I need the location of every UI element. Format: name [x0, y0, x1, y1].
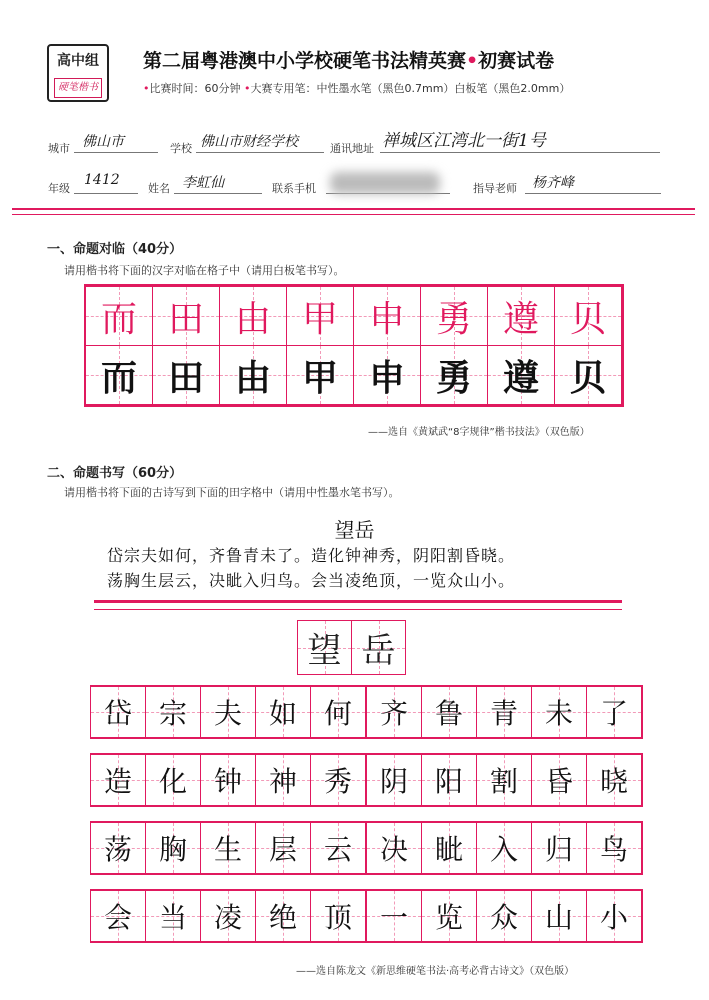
answer-char-cell-char: 了 — [599, 697, 628, 730]
poem-line-1: 岱宗夫如何，齐鲁青未了。造化钟神秀，阴阳割昏晓。 — [107, 546, 516, 565]
name-value: 李虹仙 — [182, 175, 224, 191]
answer-char-cell-char: 一 — [379, 901, 408, 934]
section2-instruction: 请用楷书将下面的古诗写到下面的田字格中（请用中性墨水笔书写）。 — [64, 486, 400, 499]
answer-char-cell-char: 晓 — [599, 765, 628, 798]
answer-char-cell-char: 化 — [158, 765, 187, 798]
answer-char-cell — [421, 754, 477, 806]
phone-label: 联系手机 — [272, 182, 316, 195]
model-char-cell — [353, 286, 421, 346]
answer-char-cell — [531, 822, 587, 874]
answer-char-cell-char: 荡 — [103, 833, 132, 866]
section1-citation: ——选自《黄斌武“8字规律”楷书技法》（双色版） — [368, 427, 590, 438]
model-char-cell-char: 申 — [368, 298, 405, 340]
answer-char-cell-char: 青 — [489, 697, 518, 730]
answer-char-cell-char: 岱 — [103, 697, 132, 730]
written-char-cell-char: 田 — [167, 356, 204, 399]
city-label: 城市 — [48, 142, 70, 155]
poem-title: 望岳 — [334, 518, 375, 542]
answer-char-cell — [586, 890, 642, 942]
answer-char-cell-char: 众 — [489, 901, 518, 934]
section1-instruction: 请用楷书将下面的汉字对临在格子中（请用白板笔书写）。 — [64, 264, 345, 277]
page-title — [143, 46, 554, 73]
answer-char-cell-char: 夫 — [213, 697, 242, 730]
answer-row[interactable] — [366, 821, 643, 875]
answer-char-cell-char: 览 — [434, 901, 463, 934]
answer-char-cell-char: 云 — [323, 833, 352, 866]
answer-char-cell-char: 秀 — [323, 765, 352, 798]
answer-row[interactable] — [366, 753, 643, 807]
school-value: 佛山市财经学校 — [200, 134, 298, 150]
model-char-cell — [219, 286, 287, 346]
written-char-cell — [420, 345, 488, 405]
section2-citation: ——选自陈龙文《新思维硬笔书法·高考必背古诗文》（双色版） — [296, 966, 575, 977]
answer-char-cell-char: 造 — [103, 765, 132, 798]
answer-char-cell-char: 会 — [103, 901, 132, 934]
answer-char-cell-char: 阳 — [434, 765, 463, 798]
model-char-cell-char: 田 — [167, 298, 204, 340]
answer-char-cell — [421, 890, 477, 942]
answer-char-cell — [255, 754, 311, 806]
answer-char-cell — [310, 890, 366, 942]
answer-char-cell — [310, 822, 366, 874]
model-char-cell — [152, 286, 220, 346]
written-char-cell-char: 勇 — [435, 356, 472, 399]
answer-char-cell — [90, 754, 146, 806]
answer-char-cell-char: 宗 — [158, 697, 187, 730]
answer-char-cell — [200, 686, 256, 738]
model-row — [86, 286, 622, 346]
answer-char-cell-char: 神 — [268, 765, 297, 798]
phone-redacted — [330, 172, 440, 194]
answer-char-cell-char: 未 — [544, 697, 573, 730]
grade-label: 年级 — [48, 182, 70, 195]
answer-char-cell — [90, 686, 146, 738]
title-dot: • — [466, 50, 479, 72]
model-char-cell-char: 遵 — [502, 298, 539, 340]
model-char-cell — [554, 286, 622, 346]
answer-row[interactable] — [90, 685, 367, 739]
category-badge — [47, 44, 109, 102]
address-label: 通讯地址 — [330, 142, 374, 155]
answer-char-cell — [476, 890, 532, 942]
model-char-cell-char: 由 — [234, 298, 271, 340]
answer-char-cell-char: 鲁 — [434, 697, 463, 730]
badge-top-text: 高中组 — [57, 53, 99, 69]
copy-grid — [84, 284, 624, 407]
model-char-cell-char: 而 — [100, 298, 137, 340]
answer-char-cell-char: 决 — [379, 833, 408, 866]
answer-row[interactable] — [90, 753, 367, 807]
written-char-cell-char: 而 — [100, 356, 137, 399]
answer-char-cell — [200, 754, 256, 806]
answer-char-cell-char: 生 — [213, 833, 242, 866]
answer-char-cell-char: 鸟 — [599, 833, 628, 866]
answer-char-cell — [586, 686, 642, 738]
answer-char-cell — [145, 686, 201, 738]
answer-char-cell — [531, 754, 587, 806]
answer-area-rule — [94, 600, 622, 610]
bullet-icon: • — [143, 82, 150, 95]
answer-char-cell — [531, 890, 587, 942]
answer-row[interactable] — [366, 685, 643, 739]
model-char-cell-char: 贝 — [569, 298, 606, 340]
teacher-value: 杨齐峰 — [532, 175, 574, 191]
answer-char-cell-char: 山 — [544, 901, 573, 934]
answer-char-cell — [255, 686, 311, 738]
answer-char-cell-char: 小 — [599, 901, 628, 934]
answer-char-cell — [421, 822, 477, 874]
answer-char-cell-char: 绝 — [268, 901, 297, 934]
section2-heading: 二、命题书写（60分） — [47, 466, 183, 481]
written-char-cell-char: 贝 — [569, 356, 606, 399]
section1-heading: 一、命题对临（40分） — [47, 242, 183, 257]
answer-title-grid[interactable] — [298, 620, 406, 675]
answer-char-cell — [366, 822, 422, 874]
answer-char-cell — [586, 822, 642, 874]
city-value: 佛山市 — [82, 134, 124, 150]
model-char-cell — [286, 286, 354, 346]
answer-row[interactable] — [90, 821, 367, 875]
answer-char-cell — [145, 822, 201, 874]
answer-char-cell-char: 阴 — [379, 765, 408, 798]
answer-char-cell — [476, 822, 532, 874]
badge-bottom-stamp: 硬笔楷书 — [54, 78, 102, 98]
written-char-cell — [487, 345, 555, 405]
answer-char-cell — [200, 890, 256, 942]
answer-row[interactable] — [90, 889, 367, 943]
model-char-cell-char: 勇 — [435, 298, 472, 340]
model-char-cell — [85, 286, 153, 346]
answer-char-cell — [255, 822, 311, 874]
answer-char-cell-char: 昏 — [544, 765, 573, 798]
title-char-cell — [351, 620, 406, 675]
exam-pen: 大赛专用笔：中性墨水笔（黑色0.7mm）白板笔（黑色2.0mm） — [250, 82, 571, 95]
answer-char-cell — [366, 686, 422, 738]
answer-char-cell — [255, 890, 311, 942]
answer-char-cell-char: 入 — [489, 833, 518, 866]
answer-char-cell — [366, 890, 422, 942]
school-label: 学校 — [170, 142, 192, 155]
bullet-icon: • — [244, 82, 251, 95]
answer-char-cell-char: 割 — [489, 765, 518, 798]
exam-info — [143, 80, 570, 96]
address-value: 禅城区江湾北一街1号 — [382, 131, 546, 151]
written-char-cell — [554, 345, 622, 405]
written-char-cell-char: 遵 — [502, 356, 539, 399]
model-char-cell — [487, 286, 555, 346]
title-char-cell-char: 望 — [307, 631, 342, 671]
written-char-cell — [85, 345, 153, 405]
written-char-cell-char: 由 — [234, 356, 271, 399]
written-char-cell — [353, 345, 421, 405]
answer-char-cell — [200, 822, 256, 874]
written-char-cell — [286, 345, 354, 405]
answer-char-cell — [90, 822, 146, 874]
answer-char-cell-char: 齐 — [379, 697, 408, 730]
answer-char-cell — [145, 754, 201, 806]
answer-char-cell-char: 何 — [323, 697, 352, 730]
title-main: 第二届粤港澳中小学校硬笔书法精英赛 — [143, 50, 467, 72]
answer-row[interactable] — [366, 889, 643, 943]
answer-char-cell-char: 顶 — [323, 901, 352, 934]
poem-line-2: 荡胸生层云，决眦入归鸟。会当凌绝顶，一览众山小。 — [107, 571, 516, 590]
divider-top-thin — [12, 214, 695, 215]
title-char-cell-char: 岳 — [361, 631, 396, 671]
answer-char-cell — [310, 686, 366, 738]
answer-char-cell-char: 胸 — [158, 833, 187, 866]
answer-char-cell-char: 眦 — [434, 833, 463, 866]
title-suffix: 初赛试卷 — [478, 50, 555, 72]
answer-char-cell-char: 当 — [158, 901, 187, 934]
answer-char-cell-char: 层 — [268, 833, 297, 866]
written-char-cell-char: 申 — [368, 356, 405, 399]
answer-char-cell — [531, 686, 587, 738]
answer-char-cell — [145, 890, 201, 942]
title-char-cell — [297, 620, 352, 675]
answer-char-cell — [476, 686, 532, 738]
answer-char-cell-char: 如 — [268, 697, 297, 730]
answer-char-cell-char: 凌 — [213, 901, 242, 934]
answer-char-cell — [366, 754, 422, 806]
answer-char-cell — [90, 890, 146, 942]
answer-char-cell — [586, 754, 642, 806]
answer-char-cell — [421, 686, 477, 738]
written-char-cell-char: 甲 — [301, 356, 338, 399]
model-char-cell — [420, 286, 488, 346]
answer-char-cell — [476, 754, 532, 806]
model-char-cell-char: 甲 — [301, 298, 338, 340]
written-char-cell — [152, 345, 220, 405]
written-row[interactable] — [86, 345, 622, 405]
answer-char-cell-char: 钟 — [213, 765, 242, 798]
answer-char-cell-char: 归 — [544, 833, 573, 866]
grade-value: 1412 — [84, 172, 120, 188]
divider-top — [12, 208, 695, 210]
exam-time: 比赛时间：60分钟 — [149, 82, 241, 95]
name-label: 姓名 — [148, 182, 170, 195]
written-char-cell — [219, 345, 287, 405]
teacher-label: 指导老师 — [473, 182, 517, 195]
answer-char-cell — [310, 754, 366, 806]
